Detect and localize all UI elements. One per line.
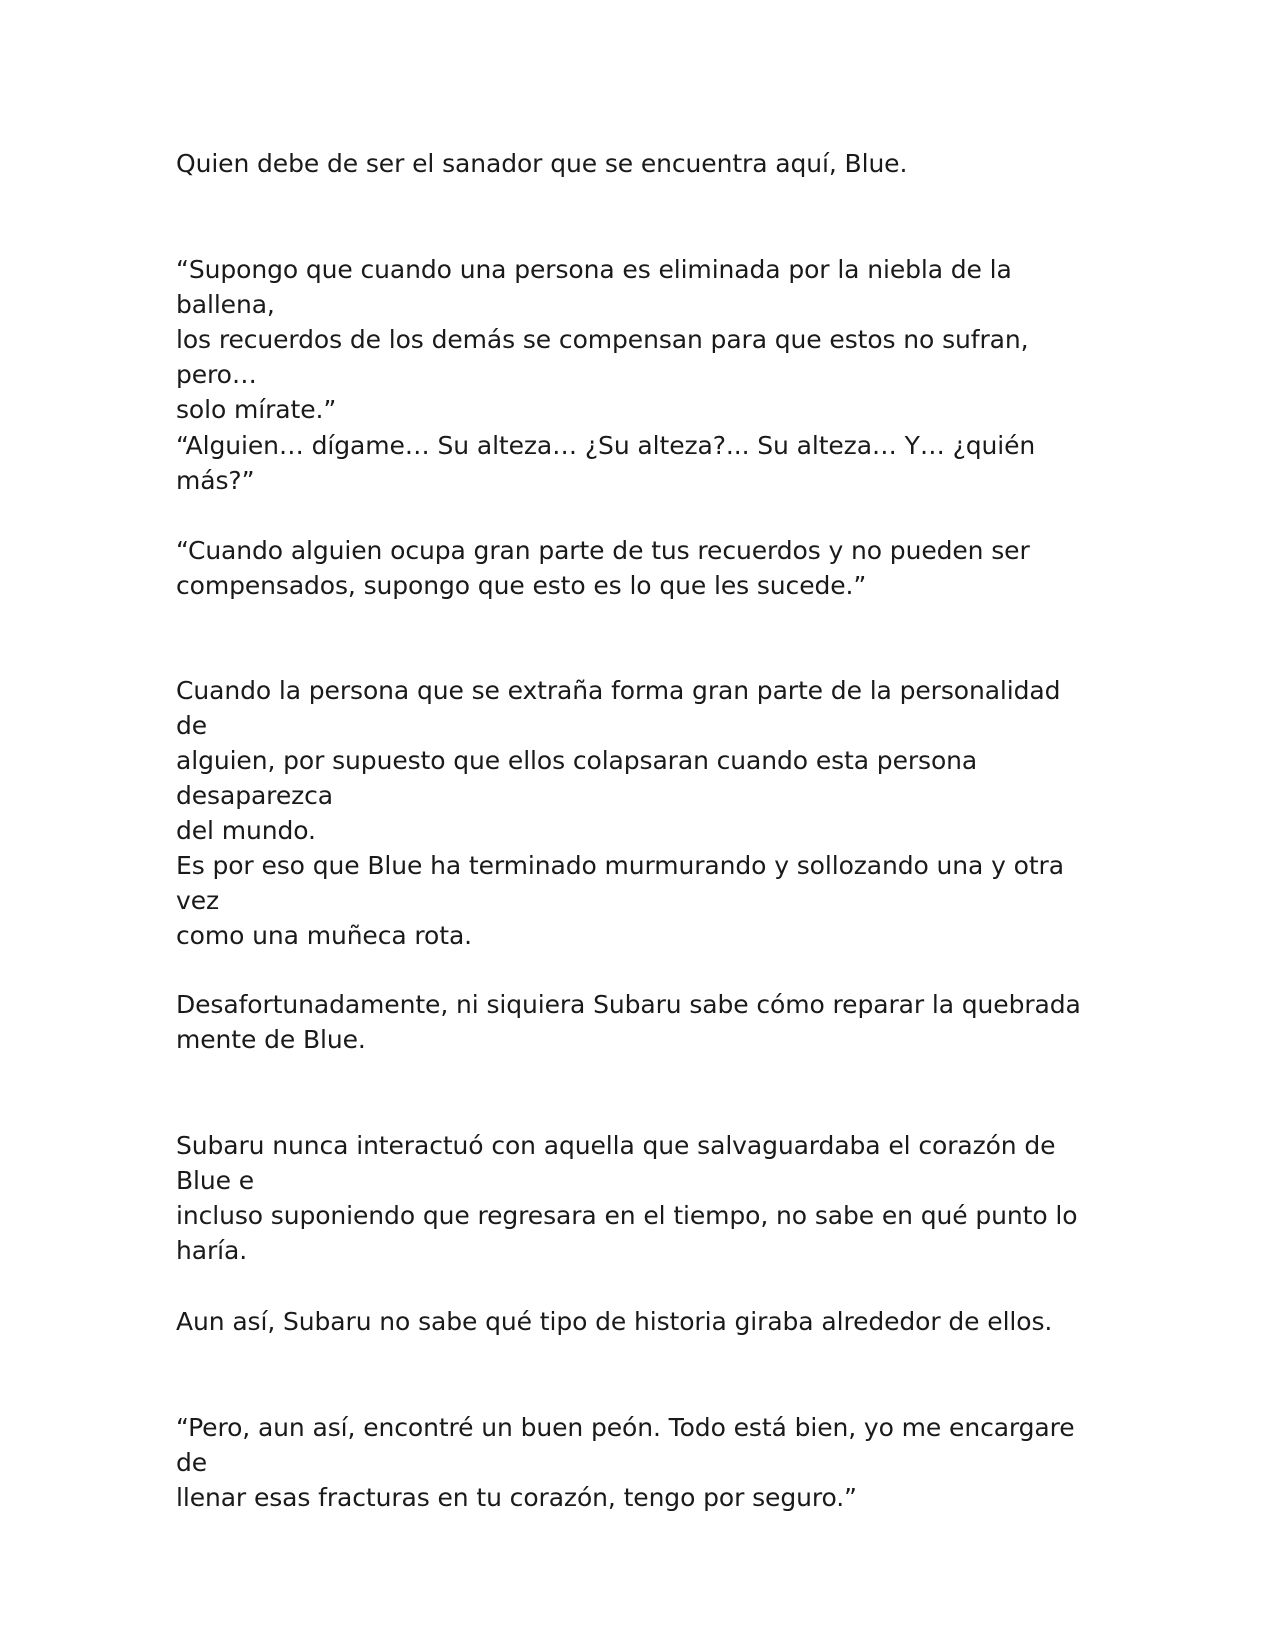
paragraph-8: Subaru nunca interactuó con aquella que salvaguardaba el corazón de Blue e incluso suponiendo que regresara en el tiempo, no sabe en qué punto lo haría. xyxy=(176,1131,1078,1265)
paragraph-4: “Cuando alguien ocupa gran parte de tus recuerdos y no pueden ser compensados, supongo que esto es lo que les sucede.” xyxy=(176,536,1030,600)
paragraph-7: Desafortunadamente, ni siquiera Subaru sabe cómo reparar la quebrada mente de Blue. xyxy=(176,990,1081,1054)
paragraph-6: Es por eso que Blue ha terminado murmurando y sollozando una y otra vez como una muñeca rota. xyxy=(176,851,1064,950)
paragraph-3: “Alguien… dígame… Su alteza… ¿Su alteza?... Su alteza… Y… ¿quién más?” xyxy=(176,431,1036,495)
paragraph-2: “Supongo que cuando una persona es eliminada por la niebla de la ballena, los recuerdos de los demás se compensan para que estos no sufran, pero… solo mírate.” xyxy=(176,255,1029,424)
paragraph-10: “Pero, aun así, encontré un buen peón. Todo está bien, yo me encargare de llenar esas fracturas en tu corazón, tengo por seguro.” xyxy=(176,1413,1075,1512)
paragraph-5: Cuando la persona que se extraña forma gran parte de la personalidad de alguien, por supuesto que ellos colapsaran cuando esta persona desaparezca del mundo. xyxy=(176,676,1061,845)
paragraph-1: Quien debe de ser el sanador que se encuentra aquí, Blue. xyxy=(176,149,908,178)
paragraph-9: Aun así, Subaru no sabe qué tipo de historia giraba alrededor de ellos. xyxy=(176,1307,1053,1336)
